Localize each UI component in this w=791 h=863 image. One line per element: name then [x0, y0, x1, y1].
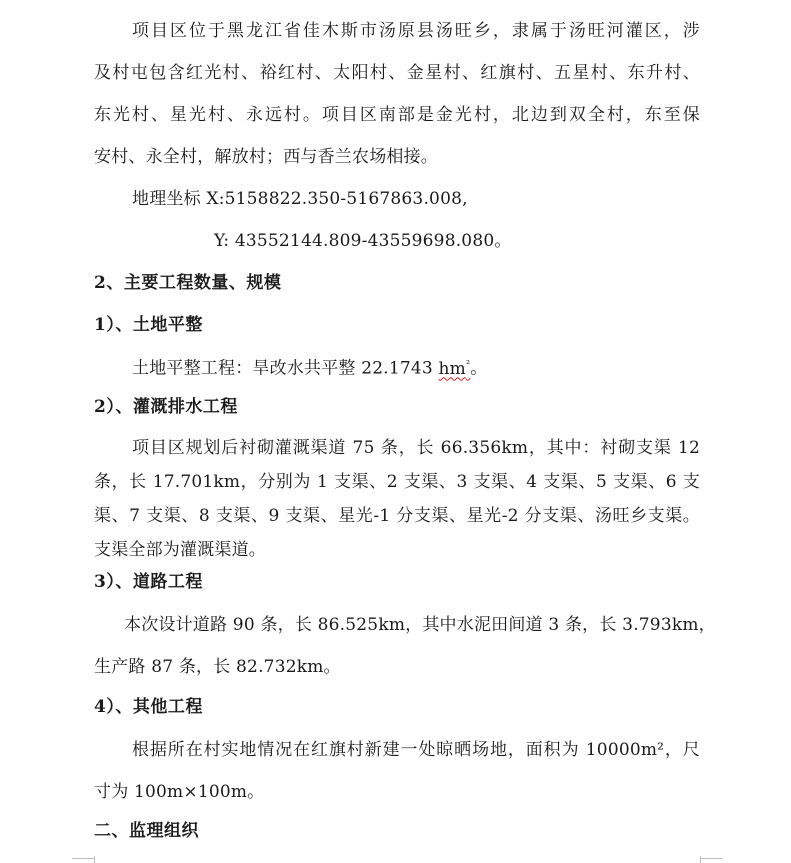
subsection-2-heading: 2）、灌溉排水工程 — [94, 397, 238, 417]
intro-paragraph-line-2: 及村屯包含红光村、裕红村、太阳村、金星村、红旗村、五星村、东升村、 — [94, 63, 700, 83]
land-leveling-text: 土地平整工程：旱改水共平整 22.1743 — [132, 358, 439, 379]
page-corner-mark-left-vertical — [94, 856, 95, 863]
page-corner-mark-right-vertical — [700, 856, 701, 863]
roads-line-2: 生产路 87 条，长 82.732km。 — [94, 657, 341, 677]
intro-paragraph-line-4: 安村、永全村，解放村；西与香兰农场相接。 — [94, 147, 438, 167]
other-works-line-2: 寸为 100m×100m。 — [94, 782, 265, 802]
section-2-heading: 2、主要工程数量、规模 — [94, 273, 282, 293]
irrigation-line-2: 条，长 17.701km，分别为 1 支渠、2 支渠、3 支渠、4 支渠、5 支渠、6 支 — [94, 472, 700, 492]
intro-paragraph-line-3: 东光村、星光村、永远村。项目区南部是金光村，北边到双全村，东至保 — [94, 105, 700, 125]
roads-line-1: 本次设计道路 90 条，长 86.525km，其中水泥田间道 3 条，长 3.793km， — [124, 615, 716, 635]
hectare-unit-superscript: ² — [466, 359, 471, 370]
irrigation-line-1: 项目区规划后衬砌灌溉渠道 75 条，长 66.356km，其中：衬砌支渠 12 — [132, 438, 700, 458]
coordinates-x-line: 地理坐标 X:5158822.350-5167863.008, — [132, 189, 468, 209]
hectare-unit — [439, 359, 471, 379]
land-leveling-period: 。 — [470, 358, 488, 379]
irrigation-line-4: 支渠全部为灌溉渠道。 — [94, 540, 266, 560]
other-works-line-1: 根据所在村实地情况在红旗村新建一处晾晒场地，面积为 10000m²，尺 — [132, 740, 700, 760]
subsection-1-text — [132, 354, 700, 380]
hectare-unit-base: hm — [438, 358, 466, 379]
subsection-1-heading: 1）、土地平整 — [94, 315, 203, 335]
irrigation-line-3: 渠、7 支渠、8 支渠、9 支渠、星光-1 分支渠、星光-2 分支渠、汤旺乡支渠。 — [94, 506, 700, 526]
section-supervision-heading: 二、监理组织 — [94, 821, 199, 841]
subsection-3-heading: 3）、道路工程 — [94, 572, 203, 592]
page-corner-mark-right — [700, 858, 722, 859]
coordinates-y-line: Y: 43552144.809-43559698.080。 — [214, 231, 512, 251]
page-corner-mark-left — [72, 858, 94, 859]
subsection-4-heading: 4）、其他工程 — [94, 697, 203, 717]
intro-paragraph-line-1: 项目区位于黑龙江省佳木斯市汤原县汤旺乡，隶属于汤旺河灌区，涉 — [132, 21, 700, 41]
